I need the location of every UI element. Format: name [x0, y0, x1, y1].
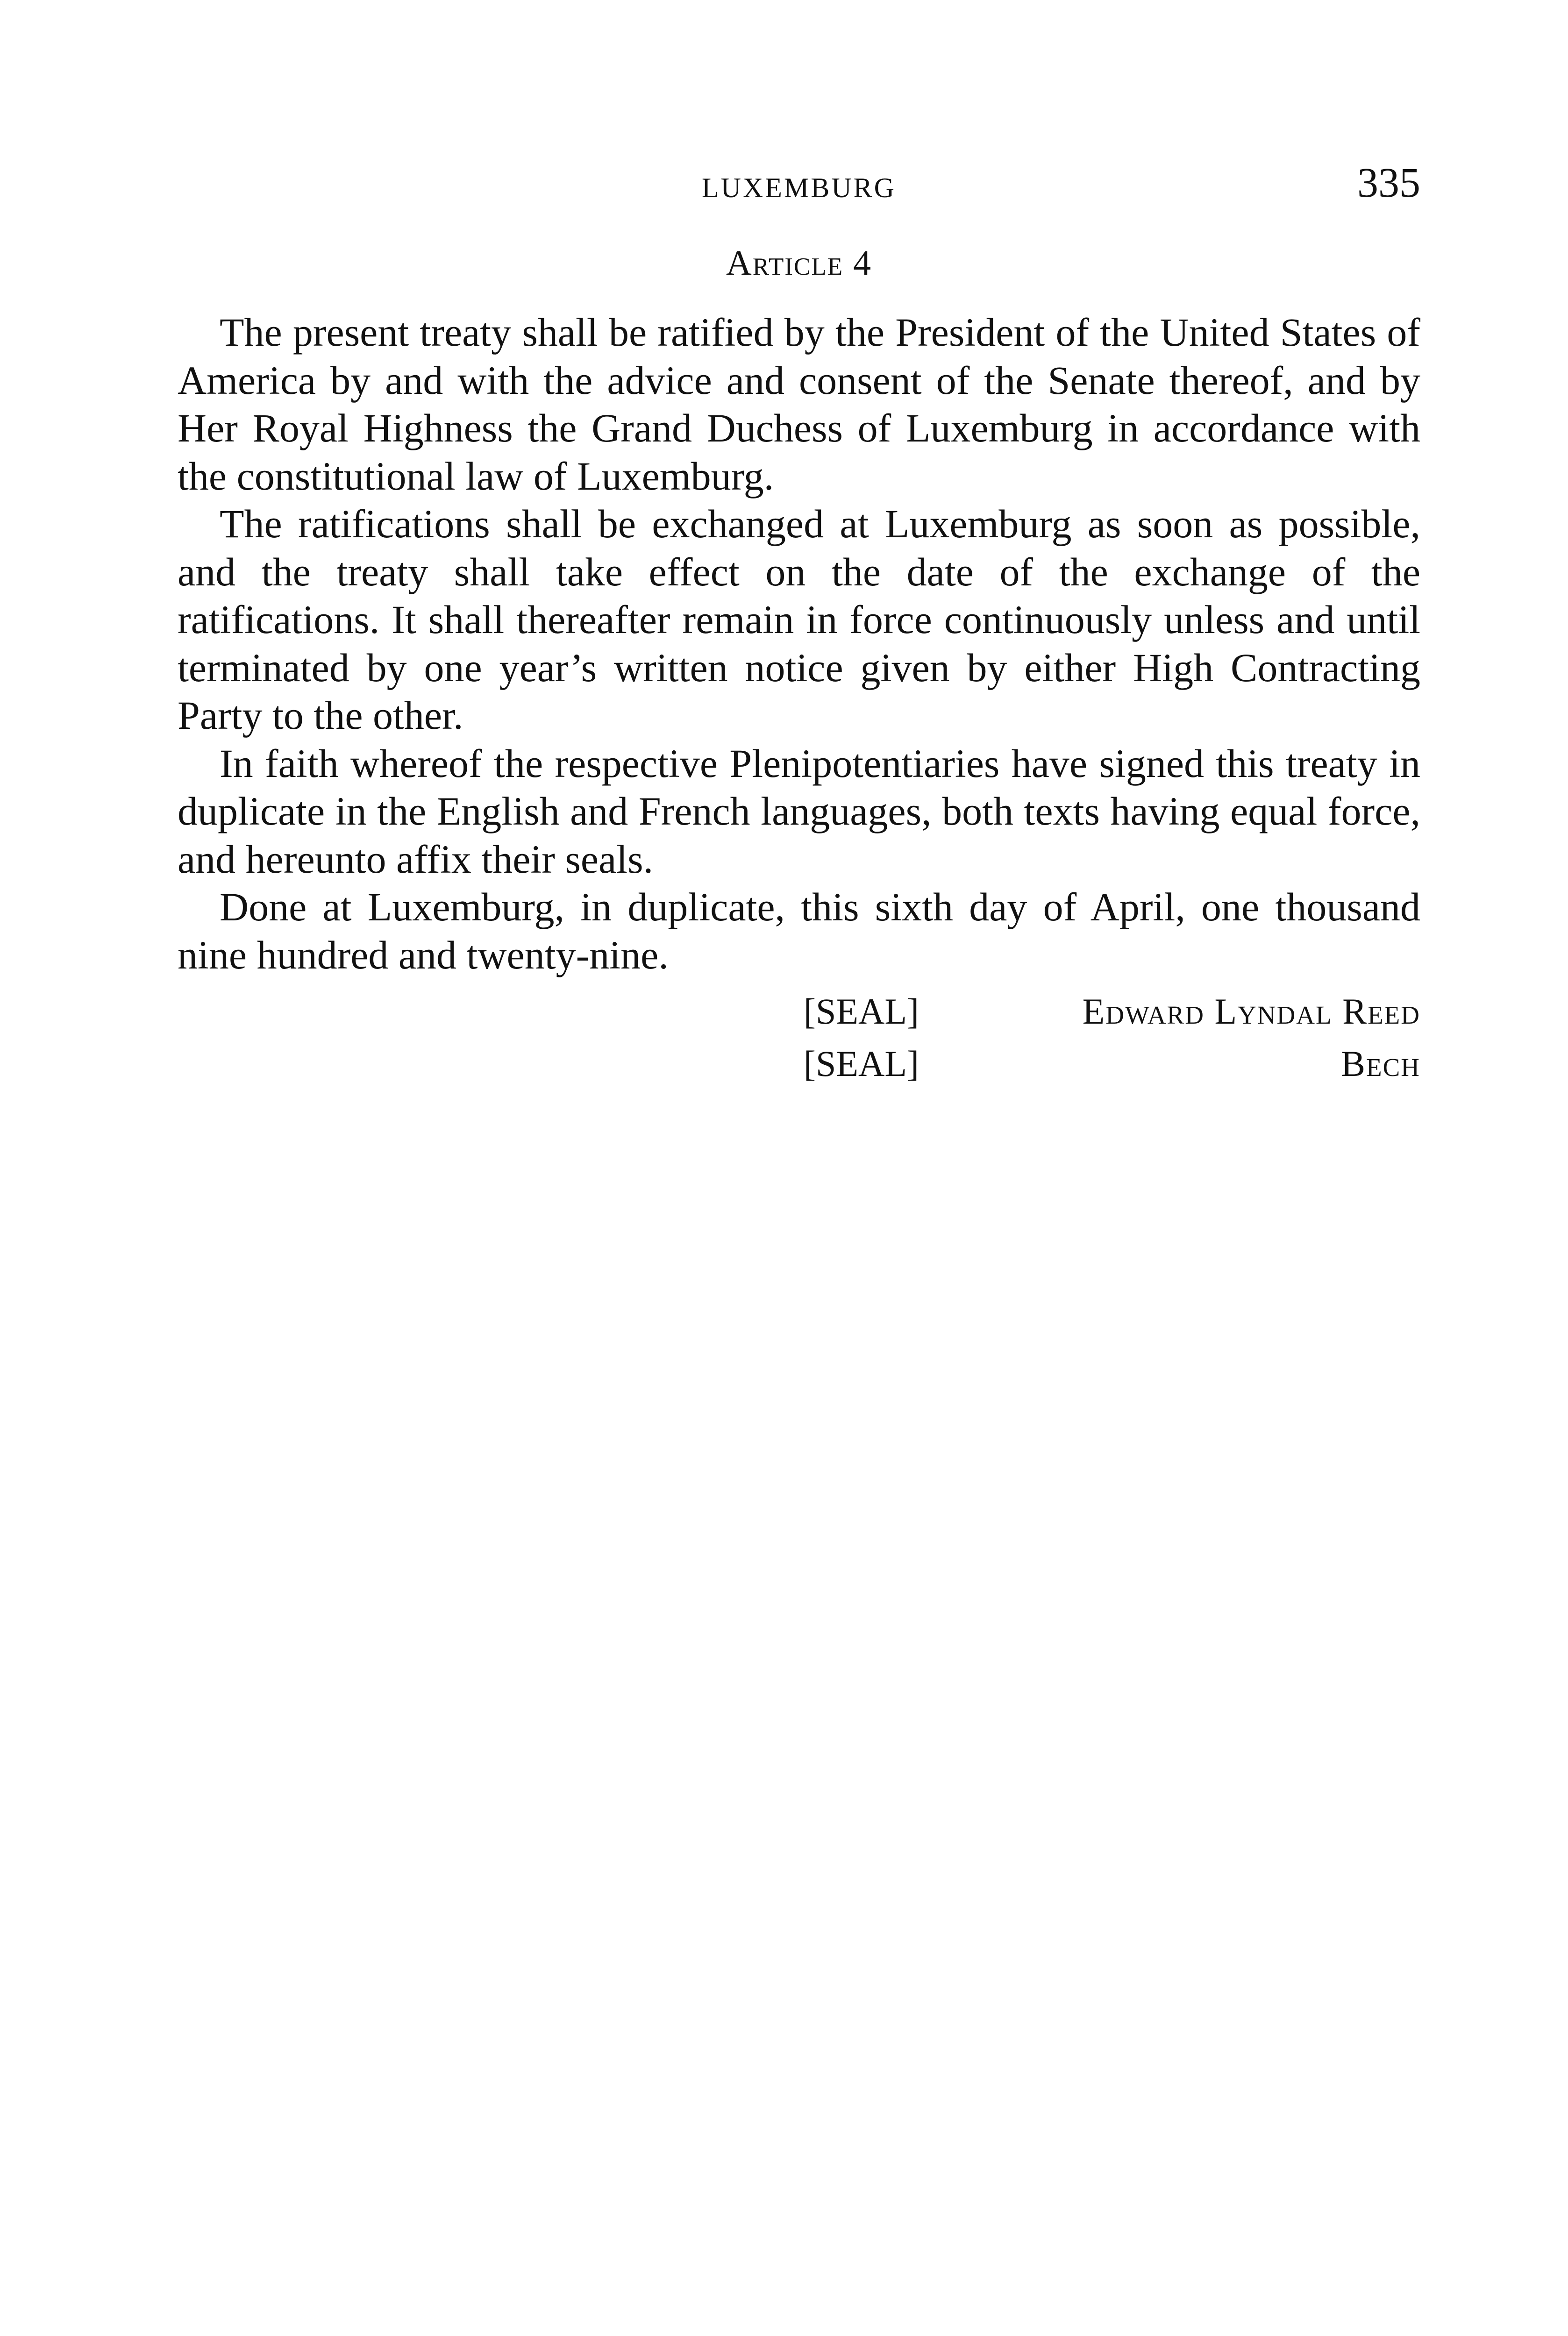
seal-mark: [SEAL] — [804, 991, 919, 1032]
page-number: 335 — [1357, 160, 1420, 206]
signature-row — [178, 990, 1420, 1037]
running-header — [178, 159, 1420, 210]
running-title: LUXEMBURG — [701, 172, 896, 203]
paragraph-done-at: Done at Luxemburg, in duplicate, this sixth day of April, one thousand nine hundred and twenty-nine. — [178, 884, 1420, 977]
article-heading: Article 4 — [726, 243, 872, 283]
seal-mark: [SEAL] — [804, 1043, 919, 1084]
paragraph-in-faith: In faith whereof the respective Plenipotentiaries have signed this treaty in duplicate in the English and French languages, both texts having equal force, and hereunto affix their seals. — [178, 741, 1420, 882]
signatory-name: Bech — [1340, 1043, 1420, 1084]
signatory-name: Edward Lyndal Reed — [1082, 991, 1420, 1032]
paragraph-exchange: The ratifications shall be exchanged at Luxemburg as soon as possible, and the treaty shall take effect on the date of the exchange of the ratifications. It shall thereafter remain in force continuously unless and until terminated by one year’s written notice given by either High Contracting Party to the other. — [178, 501, 1420, 738]
article-body — [178, 308, 1420, 979]
signature-block — [178, 990, 1420, 1093]
signature-row — [178, 1043, 1420, 1090]
paragraph-ratification: The present treaty shall be ratified by the President of the United States of America by and with the advice and consent of the Senate thereof, and by Her Royal Highness the Grand Duchess of Luxemburg in accordance with the constitutional law of Luxemburg. — [178, 310, 1420, 499]
